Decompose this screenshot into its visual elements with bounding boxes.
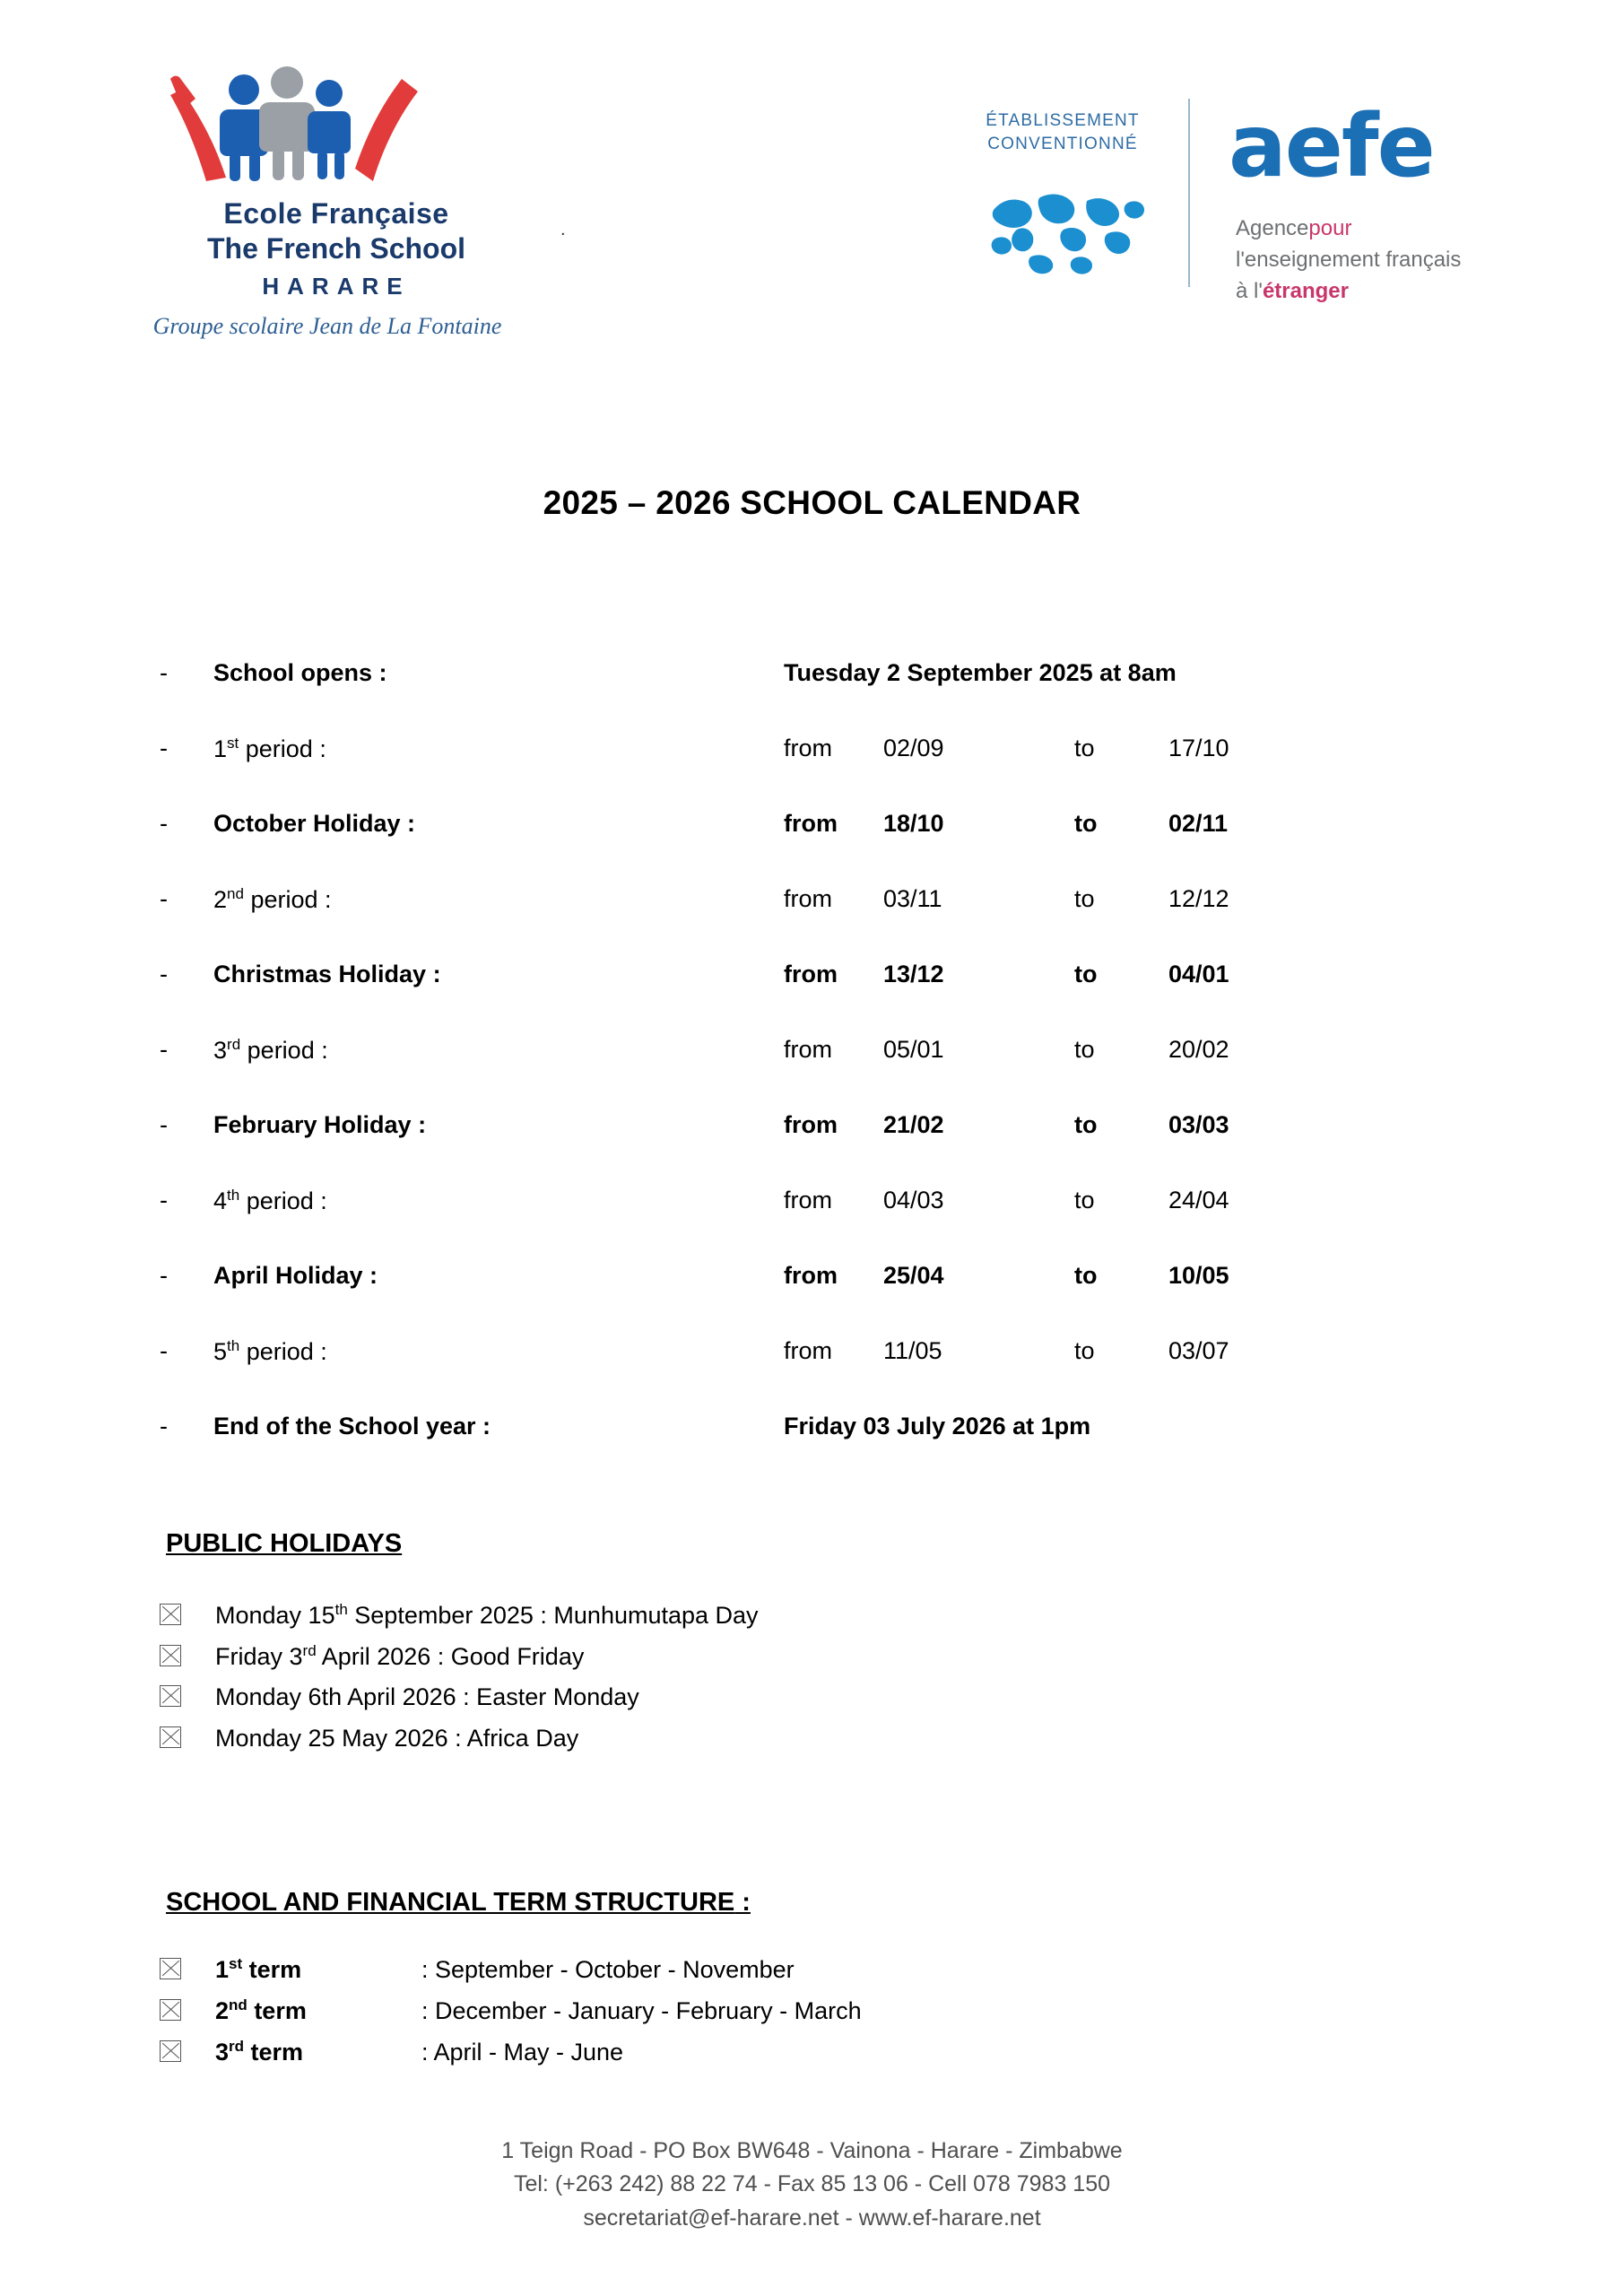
row-dash: - [160, 1111, 168, 1138]
checkbox-bullet-icon [160, 1999, 181, 2021]
checkbox-bullet-icon [160, 1958, 181, 1979]
term-months: : September - October - November [421, 1956, 795, 1983]
row-from-label: from [784, 810, 838, 837]
row-to-label: to [1074, 1036, 1095, 1063]
document-footer [0, 2135, 1624, 2236]
aefe-etab-line1: ÉTABLISSEMENT [986, 111, 1140, 130]
calendar-row [0, 1413, 1624, 1488]
public-holidays-heading: PUBLIC HOLIDAYS [166, 1529, 403, 1558]
term-structure-heading [166, 1888, 751, 1918]
aefe-wordmark: aefe [1229, 96, 1434, 196]
row-dash: - [160, 1337, 168, 1364]
aefe-divider [1188, 99, 1190, 287]
list-item [160, 1642, 759, 1683]
school-logo-figures-icon [143, 63, 439, 197]
row-label: April Holiday : [213, 1262, 378, 1289]
calendar-row [0, 735, 1624, 810]
calendar-row [0, 810, 1624, 885]
list-item [160, 1996, 862, 2038]
row-to-label: to [1074, 735, 1095, 761]
term-label: 1st term [215, 1955, 302, 1983]
row-dash: - [160, 961, 168, 987]
row-to-label: to [1074, 1262, 1098, 1289]
list-item-label: Monday 6th April 2026 : Easter Monday [215, 1683, 639, 1710]
aefe-tagline-line3-prefix: à l' [1236, 278, 1263, 303]
calendar-row [0, 885, 1624, 961]
row-label: 4th period : [213, 1187, 327, 1214]
aefe-tagline-pour: pour [1308, 216, 1352, 240]
row-from-label: from [784, 885, 832, 912]
row-end-date: 03/03 [1168, 1111, 1229, 1138]
calendar-row [0, 1337, 1624, 1413]
row-end-date: 03/07 [1168, 1337, 1229, 1364]
row-dash: - [160, 659, 168, 686]
row-dash: - [160, 1413, 168, 1439]
row-from-label: from [784, 1187, 832, 1213]
calendar-row [0, 659, 1624, 735]
row-start-date: 05/01 [883, 1036, 944, 1063]
row-to-label: to [1074, 885, 1095, 912]
list-item [160, 1683, 759, 1725]
checkbox-bullet-icon [160, 1604, 181, 1625]
row-from-label: from [784, 1337, 832, 1364]
row-to-label: to [1074, 1187, 1095, 1213]
aefe-tagline-line3-bold: étranger [1262, 278, 1349, 303]
stray-dot: . [560, 220, 566, 239]
row-to-label: to [1074, 961, 1098, 987]
aefe-tagline [1236, 213, 1461, 307]
list-item [160, 1955, 862, 1996]
term-structure-list [160, 1955, 862, 2079]
row-from-label: from [784, 1111, 838, 1138]
row-label: October Holiday : [213, 810, 416, 837]
row-label: 2nd period : [213, 885, 332, 913]
row-label: Christmas Holiday : [213, 961, 441, 987]
list-item-label: Monday 15th September 2025 : Munhumutapa Day [215, 1601, 759, 1629]
row-dash: - [160, 1262, 168, 1289]
aefe-etab-line2: CONVENTIONNÉ [987, 134, 1138, 153]
term-structure-heading-text: SCHOOL AND FINANCIAL TERM STRUCTURE [166, 1888, 735, 1917]
row-start-date: 25/04 [883, 1262, 944, 1289]
row-start-date: 03/11 [883, 885, 942, 912]
calendar-row [0, 1187, 1624, 1262]
list-item-label: Friday 3rd April 2026 : Good Friday [215, 1642, 585, 1670]
row-single-value: Friday 03 July 2026 at 1pm [784, 1413, 1091, 1439]
row-end-date: 24/04 [1168, 1187, 1229, 1213]
row-end-date: 10/05 [1168, 1262, 1229, 1289]
row-start-date: 11/05 [883, 1337, 942, 1364]
calendar-row [0, 961, 1624, 1036]
row-start-date: 21/02 [883, 1111, 944, 1138]
school-city: HARARE [262, 273, 411, 300]
aefe-tagline-line2: l'enseignement français [1236, 247, 1462, 272]
row-start-date: 18/10 [883, 810, 944, 837]
calendar-list [0, 659, 1624, 1488]
row-dash: - [160, 735, 168, 761]
school-name-line1: Ecole Française [223, 197, 449, 230]
row-label: School opens : [213, 659, 387, 686]
term-structure-heading-colon: : [734, 1888, 751, 1917]
term-label: 2nd term [215, 1996, 307, 2024]
row-from-label: from [784, 1262, 838, 1289]
aefe-etablissement-label [968, 109, 1157, 155]
row-to-label: to [1074, 1337, 1095, 1364]
row-single-value: Tuesday 2 September 2025 at 8am [784, 659, 1177, 686]
term-label: 3rd term [215, 2038, 304, 2066]
row-start-date: 13/12 [883, 961, 944, 987]
calendar-row [0, 1036, 1624, 1111]
row-label: End of the School year : [213, 1413, 491, 1439]
row-end-date: 12/12 [1168, 885, 1229, 912]
row-label: February Holiday : [213, 1111, 427, 1138]
checkbox-bullet-icon [160, 1726, 181, 1748]
row-from-label: from [784, 961, 838, 987]
row-end-date: 17/10 [1168, 735, 1229, 761]
public-holidays-list [160, 1601, 759, 1766]
row-dash: - [160, 810, 168, 837]
term-months: : April - May - June [421, 2039, 624, 2066]
row-label: 3rd period : [213, 1036, 328, 1064]
aefe-tagline-agence: Agence [1236, 216, 1309, 240]
row-dash: - [160, 1187, 168, 1213]
row-end-date: 20/02 [1168, 1036, 1229, 1063]
row-label: 5th period : [213, 1337, 327, 1365]
row-dash: - [160, 885, 168, 912]
calendar-row [0, 1262, 1624, 1337]
footer-phone: Tel: (+263 242) 88 22 74 - Fax 85 13 06 - Cell 078 7983 150 [513, 2171, 1111, 2196]
row-from-label: from [784, 735, 832, 761]
list-item [160, 1725, 759, 1766]
list-item-label: Monday 25 May 2026 : Africa Day [215, 1725, 579, 1752]
row-dash: - [160, 1036, 168, 1063]
list-item [160, 1601, 759, 1642]
row-start-date: 04/03 [883, 1187, 944, 1213]
aefe-logo [951, 81, 1533, 305]
page-title: 2025 – 2026 SCHOOL CALENDAR [543, 484, 1081, 521]
list-item [160, 2038, 862, 2079]
school-name-line2: The French School [206, 232, 466, 265]
globe-icon [977, 170, 1152, 278]
row-from-label: from [784, 1036, 832, 1063]
term-months: : December - January - February - March [421, 1997, 862, 2024]
calendar-row [0, 1111, 1624, 1187]
row-end-date: 02/11 [1168, 810, 1229, 837]
footer-email-web: secretariat@ef-harare.net - www.ef-harare.net [583, 2205, 1041, 2231]
checkbox-bullet-icon [160, 1685, 181, 1707]
row-end-date: 04/01 [1168, 961, 1229, 987]
row-start-date: 02/09 [883, 735, 944, 761]
footer-address: 1 Teign Road - PO Box BW648 - Vainona - Harare - Zimbabwe [501, 2137, 1123, 2163]
document-header [0, 54, 1624, 359]
school-group-name: Groupe scolaire Jean de La Fontaine [152, 313, 502, 339]
row-label: 1st period : [213, 735, 326, 762]
row-to-label: to [1074, 1111, 1098, 1138]
school-logo [94, 63, 560, 340]
checkbox-bullet-icon [160, 2040, 181, 2062]
checkbox-bullet-icon [160, 1645, 181, 1666]
row-to-label: to [1074, 810, 1098, 837]
